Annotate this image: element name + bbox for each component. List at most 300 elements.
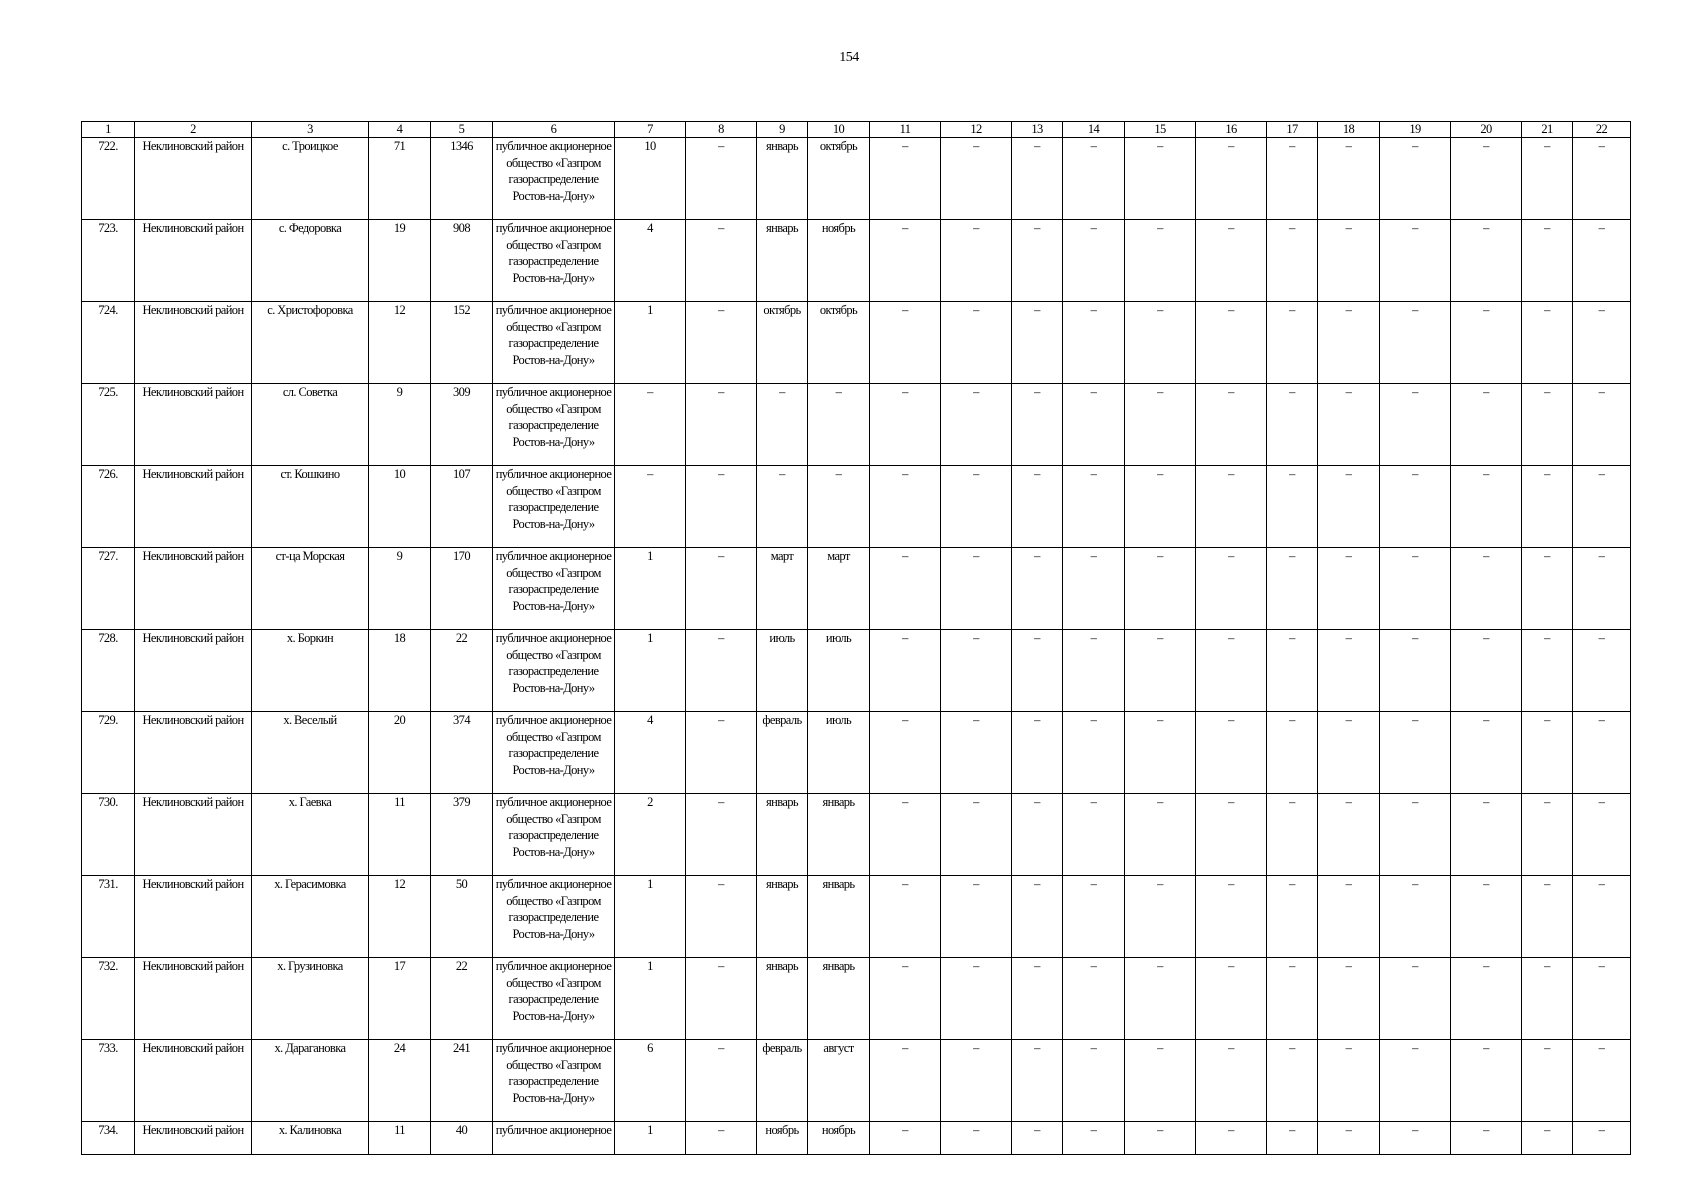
col18-cell: – xyxy=(1318,712,1380,794)
col12-cell: – xyxy=(941,794,1012,876)
row-number-cell: 724. xyxy=(82,302,135,384)
col19-cell: – xyxy=(1380,794,1451,876)
col12-cell: – xyxy=(941,876,1012,958)
col11-cell: – xyxy=(870,876,941,958)
col18-cell: – xyxy=(1318,876,1380,958)
col16-cell: – xyxy=(1196,630,1267,712)
column-header: 10 xyxy=(808,122,870,138)
locality-cell: ст-ца Морская xyxy=(252,548,369,630)
district-cell: Неклиновский район xyxy=(135,1122,252,1155)
col4-cell: 71 xyxy=(369,138,431,220)
col22-cell: – xyxy=(1573,220,1631,302)
col8-cell: – xyxy=(686,220,757,302)
col12-cell: – xyxy=(941,384,1012,466)
column-header: 4 xyxy=(369,122,431,138)
col18-cell: – xyxy=(1318,548,1380,630)
col19-cell: – xyxy=(1380,876,1451,958)
col21-cell: – xyxy=(1522,876,1573,958)
col20-cell: – xyxy=(1451,302,1522,384)
row-number-cell: 726. xyxy=(82,466,135,548)
end-month-cell: январь xyxy=(808,876,870,958)
col8-cell: – xyxy=(686,712,757,794)
end-month-cell: ноябрь xyxy=(808,220,870,302)
col16-cell: – xyxy=(1196,220,1267,302)
col7-cell: 4 xyxy=(615,712,686,794)
col8-cell: – xyxy=(686,384,757,466)
col4-cell: 19 xyxy=(369,220,431,302)
column-header: 3 xyxy=(252,122,369,138)
col14-cell: – xyxy=(1063,958,1125,1040)
start-month-cell: октябрь xyxy=(757,302,808,384)
end-month-cell: – xyxy=(808,466,870,548)
table-row xyxy=(82,466,1631,548)
col17-cell: – xyxy=(1267,630,1318,712)
col12-cell: – xyxy=(941,958,1012,1040)
column-header: 15 xyxy=(1125,122,1196,138)
col7-cell: 1 xyxy=(615,1122,686,1155)
col20-cell: – xyxy=(1451,466,1522,548)
col11-cell: – xyxy=(870,1122,941,1155)
col13-cell: – xyxy=(1012,138,1063,220)
col14-cell: – xyxy=(1063,466,1125,548)
col21-cell: – xyxy=(1522,630,1573,712)
col20-cell: – xyxy=(1451,876,1522,958)
start-month-cell: – xyxy=(757,466,808,548)
district-cell: Неклиновский район xyxy=(135,302,252,384)
column-header: 20 xyxy=(1451,122,1522,138)
col18-cell: – xyxy=(1318,630,1380,712)
district-cell: Неклиновский район xyxy=(135,220,252,302)
col21-cell: – xyxy=(1522,138,1573,220)
col14-cell: – xyxy=(1063,138,1125,220)
col8-cell: – xyxy=(686,302,757,384)
col13-cell: – xyxy=(1012,384,1063,466)
col16-cell: – xyxy=(1196,138,1267,220)
col21-cell: – xyxy=(1522,220,1573,302)
column-header: 22 xyxy=(1573,122,1631,138)
col22-cell: – xyxy=(1573,384,1631,466)
col15-cell: – xyxy=(1125,876,1196,958)
col20-cell: – xyxy=(1451,220,1522,302)
table-row xyxy=(82,138,1631,220)
district-cell: Неклиновский район xyxy=(135,1040,252,1122)
col14-cell: – xyxy=(1063,384,1125,466)
col11-cell: – xyxy=(870,220,941,302)
col4-cell: 11 xyxy=(369,1122,431,1155)
col19-cell: – xyxy=(1380,1122,1451,1155)
col19-cell: – xyxy=(1380,384,1451,466)
col12-cell: – xyxy=(941,630,1012,712)
col18-cell: – xyxy=(1318,384,1380,466)
col7-cell: 10 xyxy=(615,138,686,220)
col17-cell: – xyxy=(1267,876,1318,958)
col4-cell: 12 xyxy=(369,302,431,384)
end-month-cell: октябрь xyxy=(808,138,870,220)
organization-cell: публичное акционерное общество «Газпром газораспределение Ростов-на-Дону» xyxy=(493,466,615,548)
col4-cell: 11 xyxy=(369,794,431,876)
col11-cell: – xyxy=(870,466,941,548)
col19-cell: – xyxy=(1380,630,1451,712)
col14-cell: – xyxy=(1063,630,1125,712)
col13-cell: – xyxy=(1012,958,1063,1040)
start-month-cell: март xyxy=(757,548,808,630)
col5-cell: 379 xyxy=(431,794,493,876)
col17-cell: – xyxy=(1267,220,1318,302)
col13-cell: – xyxy=(1012,466,1063,548)
district-cell: Неклиновский район xyxy=(135,384,252,466)
col11-cell: – xyxy=(870,548,941,630)
col18-cell: – xyxy=(1318,466,1380,548)
col15-cell: – xyxy=(1125,630,1196,712)
col22-cell: – xyxy=(1573,1122,1631,1155)
col5-cell: 152 xyxy=(431,302,493,384)
district-cell: Неклиновский район xyxy=(135,630,252,712)
col17-cell: – xyxy=(1267,384,1318,466)
col16-cell: – xyxy=(1196,1122,1267,1155)
col4-cell: 18 xyxy=(369,630,431,712)
col17-cell: – xyxy=(1267,302,1318,384)
col11-cell: – xyxy=(870,1040,941,1122)
col16-cell: – xyxy=(1196,712,1267,794)
col14-cell: – xyxy=(1063,302,1125,384)
col5-cell: 22 xyxy=(431,958,493,1040)
col5-cell: 908 xyxy=(431,220,493,302)
column-header: 18 xyxy=(1318,122,1380,138)
col8-cell: – xyxy=(686,630,757,712)
col5-cell: 40 xyxy=(431,1122,493,1155)
locality-cell: сл. Советка xyxy=(252,384,369,466)
col20-cell: – xyxy=(1451,1040,1522,1122)
col8-cell: – xyxy=(686,794,757,876)
col5-cell: 1346 xyxy=(431,138,493,220)
col22-cell: – xyxy=(1573,302,1631,384)
col18-cell: – xyxy=(1318,958,1380,1040)
col11-cell: – xyxy=(870,384,941,466)
district-cell: Неклиновский район xyxy=(135,876,252,958)
col15-cell: – xyxy=(1125,220,1196,302)
col18-cell: – xyxy=(1318,302,1380,384)
row-number-cell: 727. xyxy=(82,548,135,630)
col16-cell: – xyxy=(1196,384,1267,466)
col22-cell: – xyxy=(1573,876,1631,958)
col11-cell: – xyxy=(870,958,941,1040)
locality-cell: с. Троицкое xyxy=(252,138,369,220)
col16-cell: – xyxy=(1196,794,1267,876)
table-row xyxy=(82,384,1631,466)
district-cell: Неклиновский район xyxy=(135,712,252,794)
col17-cell: – xyxy=(1267,794,1318,876)
organization-cell: публичное акционерное общество «Газпром газораспределение Ростов-на-Дону» xyxy=(493,302,615,384)
column-header: 7 xyxy=(615,122,686,138)
column-header: 6 xyxy=(493,122,615,138)
column-header: 8 xyxy=(686,122,757,138)
col13-cell: – xyxy=(1012,876,1063,958)
col20-cell: – xyxy=(1451,548,1522,630)
end-month-cell: март xyxy=(808,548,870,630)
start-month-cell: январь xyxy=(757,794,808,876)
column-header: 16 xyxy=(1196,122,1267,138)
col7-cell: 2 xyxy=(615,794,686,876)
start-month-cell: январь xyxy=(757,876,808,958)
organization-cell: публичное акционерное общество «Газпром газораспределение Ростов-на-Дону» xyxy=(493,138,615,220)
end-month-cell: – xyxy=(808,384,870,466)
table-row xyxy=(82,1040,1631,1122)
col7-cell: 1 xyxy=(615,548,686,630)
locality-cell: ст. Кошкино xyxy=(252,466,369,548)
col5-cell: 107 xyxy=(431,466,493,548)
col8-cell: – xyxy=(686,876,757,958)
col15-cell: – xyxy=(1125,384,1196,466)
col19-cell: – xyxy=(1380,302,1451,384)
col4-cell: 10 xyxy=(369,466,431,548)
col22-cell: – xyxy=(1573,958,1631,1040)
col12-cell: – xyxy=(941,138,1012,220)
start-month-cell: январь xyxy=(757,138,808,220)
table-row xyxy=(82,302,1631,384)
col19-cell: – xyxy=(1380,712,1451,794)
col20-cell: – xyxy=(1451,384,1522,466)
col16-cell: – xyxy=(1196,548,1267,630)
organization-cell: публичное акционерное общество «Газпром газораспределение Ростов-на-Дону» xyxy=(493,1040,615,1122)
table-body xyxy=(82,138,1631,1155)
row-number-cell: 728. xyxy=(82,630,135,712)
col5-cell: 22 xyxy=(431,630,493,712)
col4-cell: 20 xyxy=(369,712,431,794)
col5-cell: 309 xyxy=(431,384,493,466)
column-number-row xyxy=(82,122,1631,138)
col18-cell: – xyxy=(1318,1040,1380,1122)
col13-cell: – xyxy=(1012,1122,1063,1155)
col17-cell: – xyxy=(1267,548,1318,630)
locality-cell: х. Гаевка xyxy=(252,794,369,876)
col16-cell: – xyxy=(1196,302,1267,384)
start-month-cell: июль xyxy=(757,630,808,712)
col12-cell: – xyxy=(941,1122,1012,1155)
col19-cell: – xyxy=(1380,466,1451,548)
organization-cell: публичное акционерное общество «Газпром газораспределение Ростов-на-Дону» xyxy=(493,794,615,876)
col12-cell: – xyxy=(941,548,1012,630)
col7-cell: 6 xyxy=(615,1040,686,1122)
col13-cell: – xyxy=(1012,630,1063,712)
start-month-cell: январь xyxy=(757,220,808,302)
row-number-cell: 729. xyxy=(82,712,135,794)
col13-cell: – xyxy=(1012,712,1063,794)
col15-cell: – xyxy=(1125,548,1196,630)
col11-cell: – xyxy=(870,630,941,712)
table-row xyxy=(82,630,1631,712)
start-month-cell: февраль xyxy=(757,1040,808,1122)
row-number-cell: 732. xyxy=(82,958,135,1040)
end-month-cell: ноябрь xyxy=(808,1122,870,1155)
data-table xyxy=(81,121,1631,1155)
col7-cell: – xyxy=(615,384,686,466)
col13-cell: – xyxy=(1012,302,1063,384)
column-header: 11 xyxy=(870,122,941,138)
table-row xyxy=(82,958,1631,1040)
col7-cell: 1 xyxy=(615,958,686,1040)
col5-cell: 374 xyxy=(431,712,493,794)
col20-cell: – xyxy=(1451,712,1522,794)
district-cell: Неклиновский район xyxy=(135,466,252,548)
col20-cell: – xyxy=(1451,794,1522,876)
col22-cell: – xyxy=(1573,712,1631,794)
col21-cell: – xyxy=(1522,548,1573,630)
col12-cell: – xyxy=(941,712,1012,794)
organization-cell: публичное акционерное общество «Газпром газораспределение Ростов-на-Дону» xyxy=(493,220,615,302)
col8-cell: – xyxy=(686,958,757,1040)
col14-cell: – xyxy=(1063,712,1125,794)
end-month-cell: январь xyxy=(808,794,870,876)
col4-cell: 12 xyxy=(369,876,431,958)
col22-cell: – xyxy=(1573,1040,1631,1122)
col18-cell: – xyxy=(1318,220,1380,302)
organization-cell: публичное акционерное общество «Газпром газораспределение Ростов-на-Дону» xyxy=(493,384,615,466)
col22-cell: – xyxy=(1573,466,1631,548)
col17-cell: – xyxy=(1267,958,1318,1040)
start-month-cell: февраль xyxy=(757,712,808,794)
col5-cell: 241 xyxy=(431,1040,493,1122)
district-cell: Неклиновский район xyxy=(135,548,252,630)
col21-cell: – xyxy=(1522,794,1573,876)
col18-cell: – xyxy=(1318,1122,1380,1155)
table-row xyxy=(82,1122,1631,1155)
col21-cell: – xyxy=(1522,1122,1573,1155)
col15-cell: – xyxy=(1125,1040,1196,1122)
locality-cell: х. Дарагановка xyxy=(252,1040,369,1122)
start-month-cell: – xyxy=(757,384,808,466)
locality-cell: х. Веселый xyxy=(252,712,369,794)
col20-cell: – xyxy=(1451,630,1522,712)
col16-cell: – xyxy=(1196,876,1267,958)
col8-cell: – xyxy=(686,1122,757,1155)
col20-cell: – xyxy=(1451,138,1522,220)
column-header: 21 xyxy=(1522,122,1573,138)
col20-cell: – xyxy=(1451,1122,1522,1155)
organization-cell: публичное акционерное общество «Газпром газораспределение Ростов-на-Дону» xyxy=(493,876,615,958)
col8-cell: – xyxy=(686,466,757,548)
table-row xyxy=(82,548,1631,630)
col19-cell: – xyxy=(1380,548,1451,630)
end-month-cell: январь xyxy=(808,958,870,1040)
col4-cell: 9 xyxy=(369,384,431,466)
col4-cell: 24 xyxy=(369,1040,431,1122)
col14-cell: – xyxy=(1063,548,1125,630)
district-cell: Неклиновский район xyxy=(135,794,252,876)
col22-cell: – xyxy=(1573,548,1631,630)
col15-cell: – xyxy=(1125,302,1196,384)
col15-cell: – xyxy=(1125,138,1196,220)
col17-cell: – xyxy=(1267,138,1318,220)
district-cell: Неклиновский район xyxy=(135,138,252,220)
col15-cell: – xyxy=(1125,712,1196,794)
col8-cell: – xyxy=(686,1040,757,1122)
end-month-cell: август xyxy=(808,1040,870,1122)
page-number: 154 xyxy=(839,50,859,65)
col14-cell: – xyxy=(1063,220,1125,302)
col13-cell: – xyxy=(1012,794,1063,876)
row-number-cell: 722. xyxy=(82,138,135,220)
col21-cell: – xyxy=(1522,712,1573,794)
col7-cell: 4 xyxy=(615,220,686,302)
col20-cell: – xyxy=(1451,958,1522,1040)
col15-cell: – xyxy=(1125,1122,1196,1155)
organization-cell: публичное акционерное общество «Газпром газораспределение Ростов-на-Дону» xyxy=(493,548,615,630)
column-header: 1 xyxy=(82,122,135,138)
col7-cell: 1 xyxy=(615,876,686,958)
col16-cell: – xyxy=(1196,466,1267,548)
organization-cell: публичное акционерное общество «Газпром газораспределение Ростов-на-Дону» xyxy=(493,712,615,794)
column-header: 9 xyxy=(757,122,808,138)
end-month-cell: октябрь xyxy=(808,302,870,384)
organization-cell: публичное акционерное xyxy=(493,1122,615,1155)
col8-cell: – xyxy=(686,548,757,630)
column-header: 2 xyxy=(135,122,252,138)
locality-cell: с. Федоровка xyxy=(252,220,369,302)
locality-cell: х. Герасимовка xyxy=(252,876,369,958)
column-header: 19 xyxy=(1380,122,1451,138)
col13-cell: – xyxy=(1012,220,1063,302)
row-number-cell: 734. xyxy=(82,1122,135,1155)
col18-cell: – xyxy=(1318,794,1380,876)
col13-cell: – xyxy=(1012,1040,1063,1122)
col15-cell: – xyxy=(1125,958,1196,1040)
table-row xyxy=(82,220,1631,302)
col12-cell: – xyxy=(941,220,1012,302)
row-number-cell: 731. xyxy=(82,876,135,958)
col15-cell: – xyxy=(1125,794,1196,876)
column-header: 13 xyxy=(1012,122,1063,138)
col22-cell: – xyxy=(1573,630,1631,712)
organization-cell: публичное акционерное общество «Газпром газораспределение Ростов-на-Дону» xyxy=(493,630,615,712)
col17-cell: – xyxy=(1267,466,1318,548)
col12-cell: – xyxy=(941,1040,1012,1122)
row-number-cell: 723. xyxy=(82,220,135,302)
col17-cell: – xyxy=(1267,1122,1318,1155)
col7-cell: 1 xyxy=(615,630,686,712)
col14-cell: – xyxy=(1063,876,1125,958)
col5-cell: 170 xyxy=(431,548,493,630)
row-number-cell: 730. xyxy=(82,794,135,876)
table-row xyxy=(82,794,1631,876)
col16-cell: – xyxy=(1196,958,1267,1040)
end-month-cell: июль xyxy=(808,630,870,712)
col11-cell: – xyxy=(870,302,941,384)
col21-cell: – xyxy=(1522,302,1573,384)
col14-cell: – xyxy=(1063,1122,1125,1155)
start-month-cell: январь xyxy=(757,958,808,1040)
col11-cell: – xyxy=(870,794,941,876)
col5-cell: 50 xyxy=(431,876,493,958)
col16-cell: – xyxy=(1196,1040,1267,1122)
col17-cell: – xyxy=(1267,1040,1318,1122)
col15-cell: – xyxy=(1125,466,1196,548)
col14-cell: – xyxy=(1063,794,1125,876)
col11-cell: – xyxy=(870,138,941,220)
column-header: 17 xyxy=(1267,122,1318,138)
col17-cell: – xyxy=(1267,712,1318,794)
col4-cell: 9 xyxy=(369,548,431,630)
locality-cell: с. Христофоровка xyxy=(252,302,369,384)
column-header: 14 xyxy=(1063,122,1125,138)
col11-cell: – xyxy=(870,712,941,794)
col22-cell: – xyxy=(1573,138,1631,220)
locality-cell: х. Грузиновка xyxy=(252,958,369,1040)
col4-cell: 17 xyxy=(369,958,431,1040)
col19-cell: – xyxy=(1380,1040,1451,1122)
col13-cell: – xyxy=(1012,548,1063,630)
col7-cell: 1 xyxy=(615,302,686,384)
col21-cell: – xyxy=(1522,466,1573,548)
